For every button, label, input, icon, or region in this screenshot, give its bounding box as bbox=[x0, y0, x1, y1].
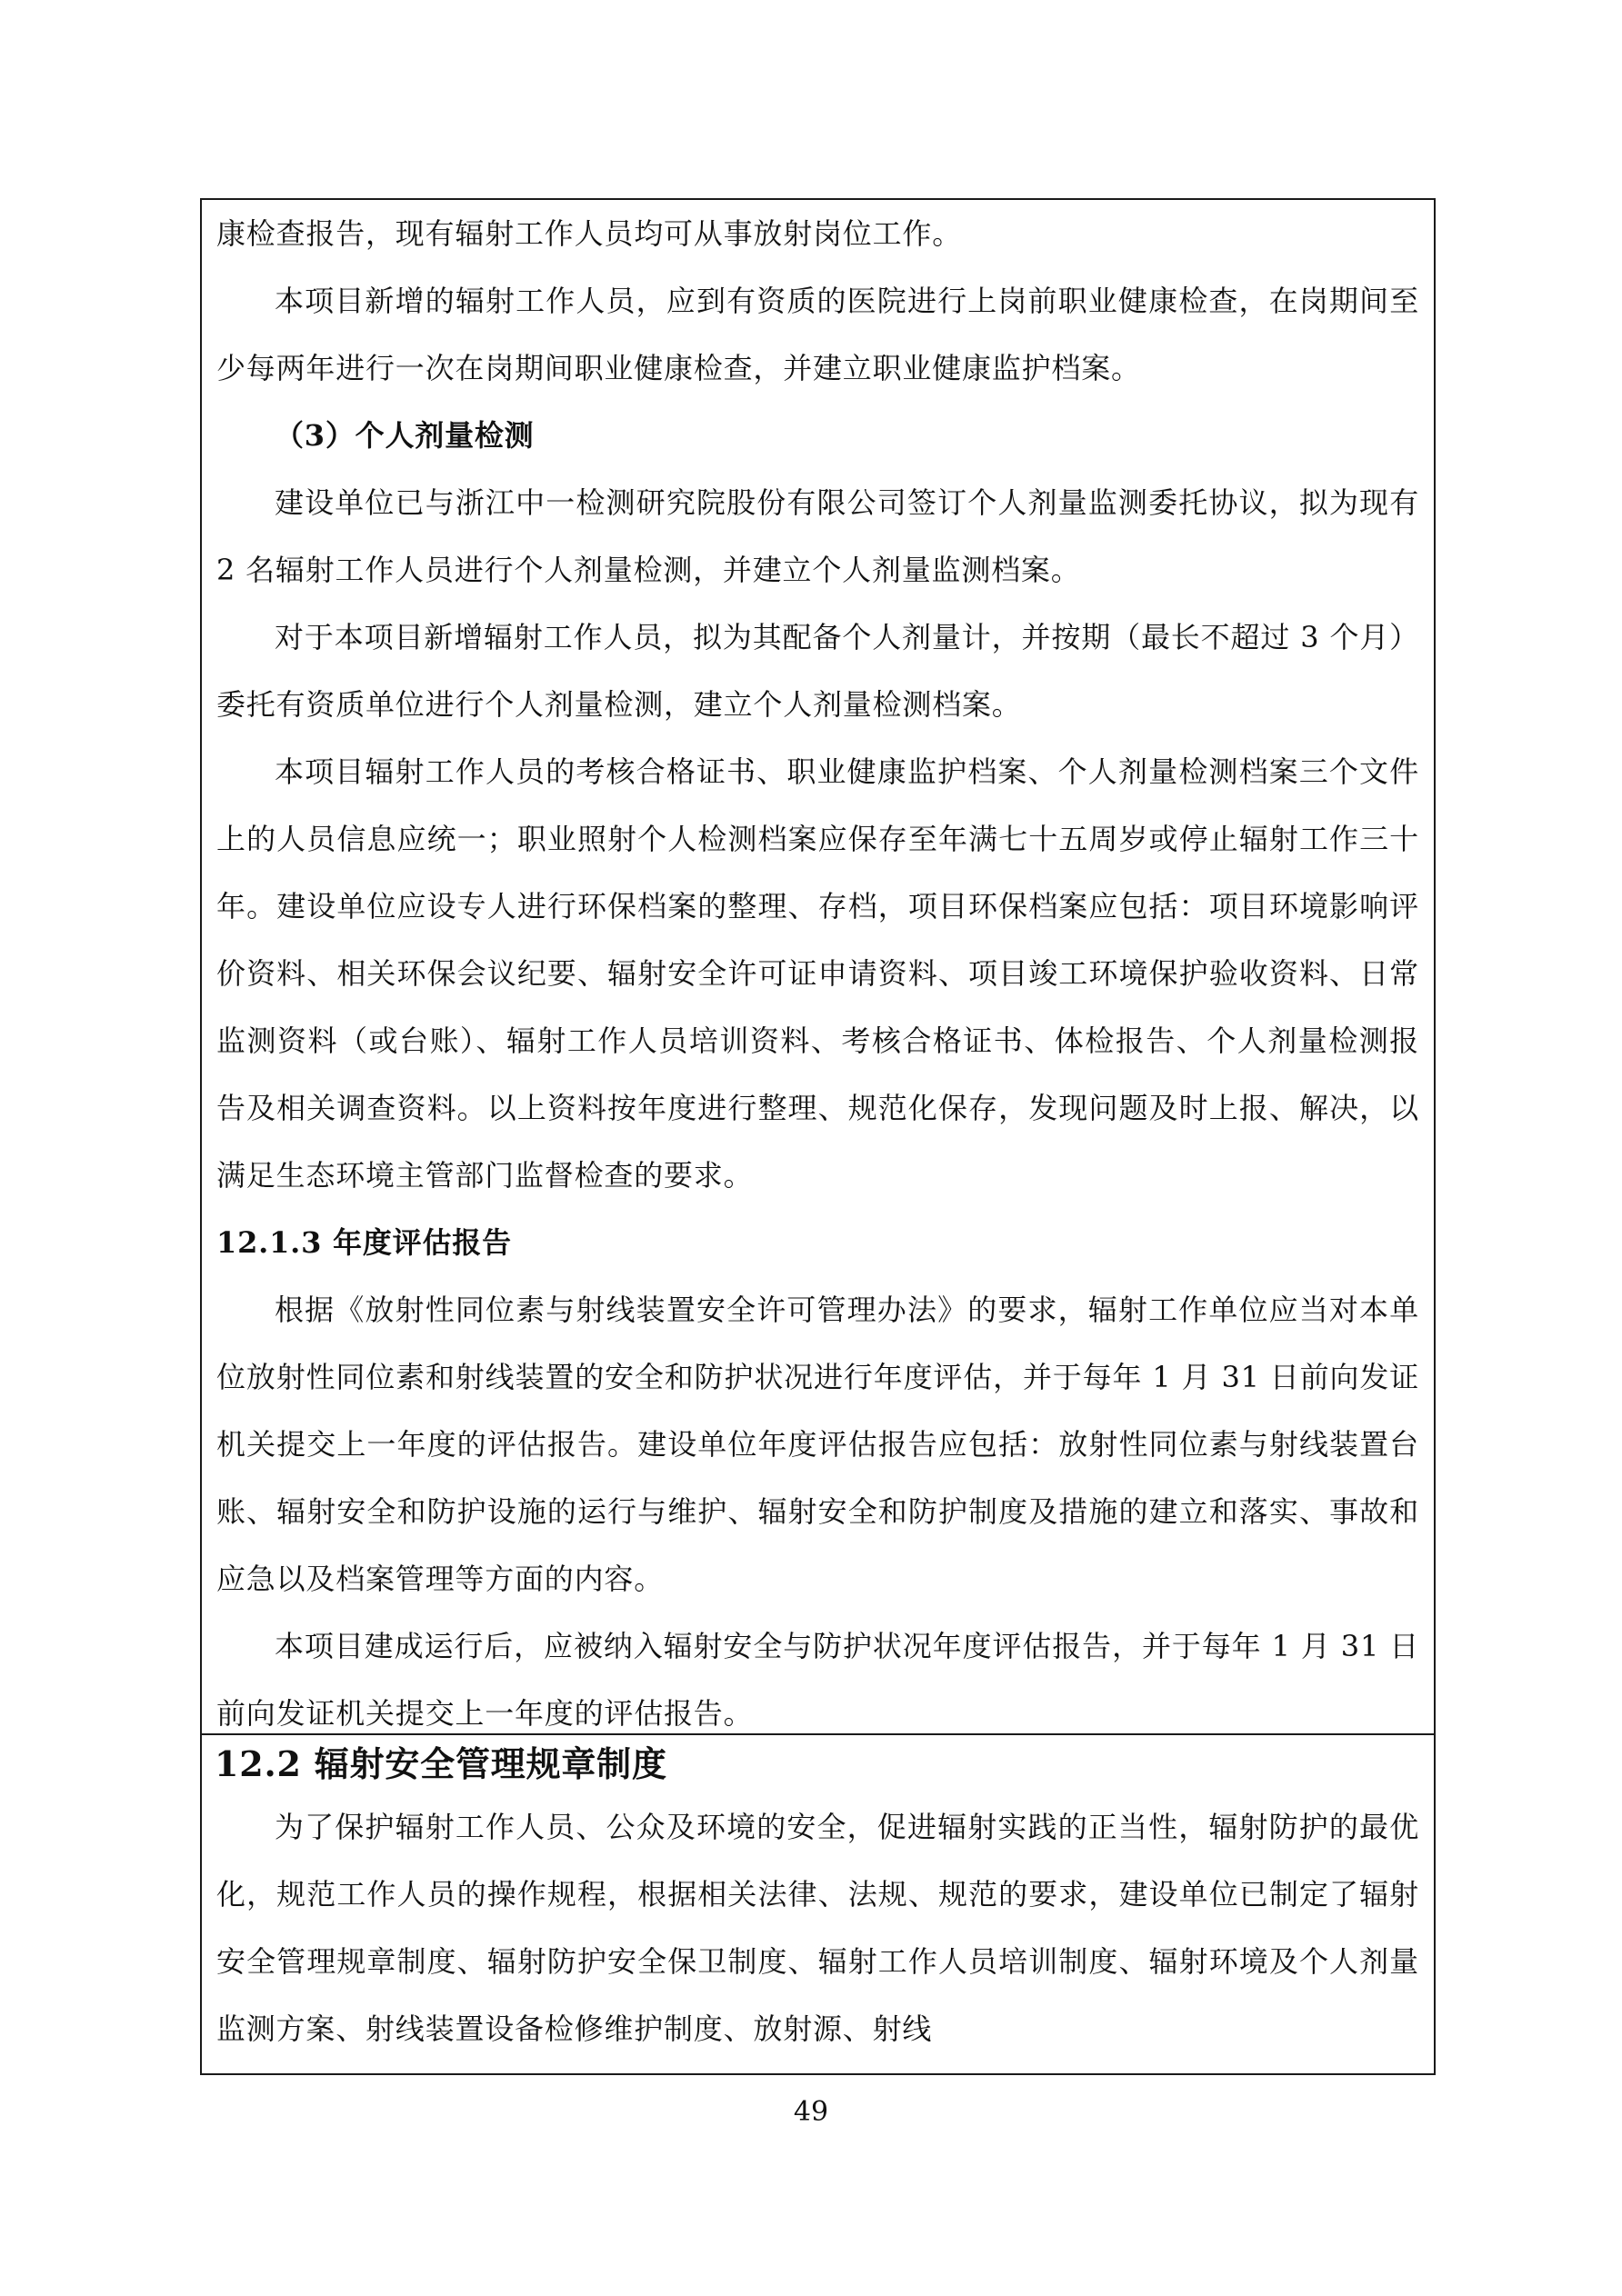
section-title-regulations: 12.2 辐射安全管理规章制度 bbox=[215, 1743, 667, 1784]
paragraph-continuation: 康检查报告，现有辐射工作人员均可从事放射岗位工作。 bbox=[216, 216, 963, 251]
paragraph-new-staff-health-check: 本项目新增的辐射工作人员，应到有资质的医院进行上岗前职业健康检查，在岗期间至少每两年进行一次在岗期间职业健康检查，并建立职业健康监护档案。 bbox=[216, 284, 1419, 385]
paragraph-regulations: 为了保护辐射工作人员、公众及环境的安全，促进辐射实践的正当性，辐射防护的最优化，规范工作人员的操作规程，根据相关法律、法规、规范的要求，建设单位已制定了辐射安全管理规章制度、辐射防护安全保卫制度、辐射工作人员培训制度、辐射环境及个人剂量监测方案、射线装置设备检修维护制度、放射源、射线 bbox=[216, 1810, 1419, 2046]
paragraph-annual-assessment: 根据《放射性同位素与射线装置安全许可管理办法》的要求，辐射工作单位应当对本单位放射性同位素和射线装置的安全和防护状况进行年度评估，并于每年 1 月 31 日前向发证机关提交上一年度的评估报告。建设单位年度评估报告应包括：放射性同位素与射线装置台账、辐射安全和防护设施的运行与维护、辐射安全和防护制度及措施的建立和落实、事故和应急以及档案管理等方面的内容。 bbox=[216, 1293, 1419, 1596]
section-heading-annual-report: 12.1.3 年度评估报告 bbox=[216, 1225, 512, 1260]
page-number: 49 bbox=[793, 2096, 829, 2128]
content-box-lower bbox=[200, 1735, 1436, 2075]
content-box-upper bbox=[200, 198, 1436, 1735]
subheading-personal-dose: （3）个人剂量检测 bbox=[275, 418, 535, 453]
paragraph-records: 本项目辐射工作人员的考核合格证书、职业健康监护档案、个人剂量检测档案三个文件上的人员信息应统一；职业照射个人检测档案应保存至年满七十五周岁或停止辐射工作三十年。建设单位应设专人进行环保档案的整理、存档，项目环保档案应包括：项目环境影响评价资料、相关环保会议纪要、辐射安全许可证申请资料、项目竣工环境保护验收资料、日常监测资料（或台账）、辐射工作人员培训资料、考核合格证书、体检报告、个人剂量检测报告及相关调查资料。以上资料按年度进行整理、规范化保存，发现问题及时上报、解决，以满足生态环境主管部门监督检查的要求。 bbox=[216, 754, 1419, 1193]
paragraph-dosimeter: 对于本项目新增辐射工作人员，拟为其配备个人剂量计，并按期（最长不超过 3 个月）委托有资质单位进行个人剂量检测，建立个人剂量检测档案。 bbox=[216, 620, 1419, 722]
paragraph-dose-agreement: 建设单位已与浙江中一检测研究院股份有限公司签订个人剂量监测委托协议，拟为现有 2 名辐射工作人员进行个人剂量检测，并建立个人剂量监测档案。 bbox=[216, 485, 1419, 587]
paragraph-annual-report-submit: 本项目建成运行后，应被纳入辐射安全与防护状况年度评估报告，并于每年 1 月 31 日前向发证机关提交上一年度的评估报告。 bbox=[216, 1629, 1419, 1731]
